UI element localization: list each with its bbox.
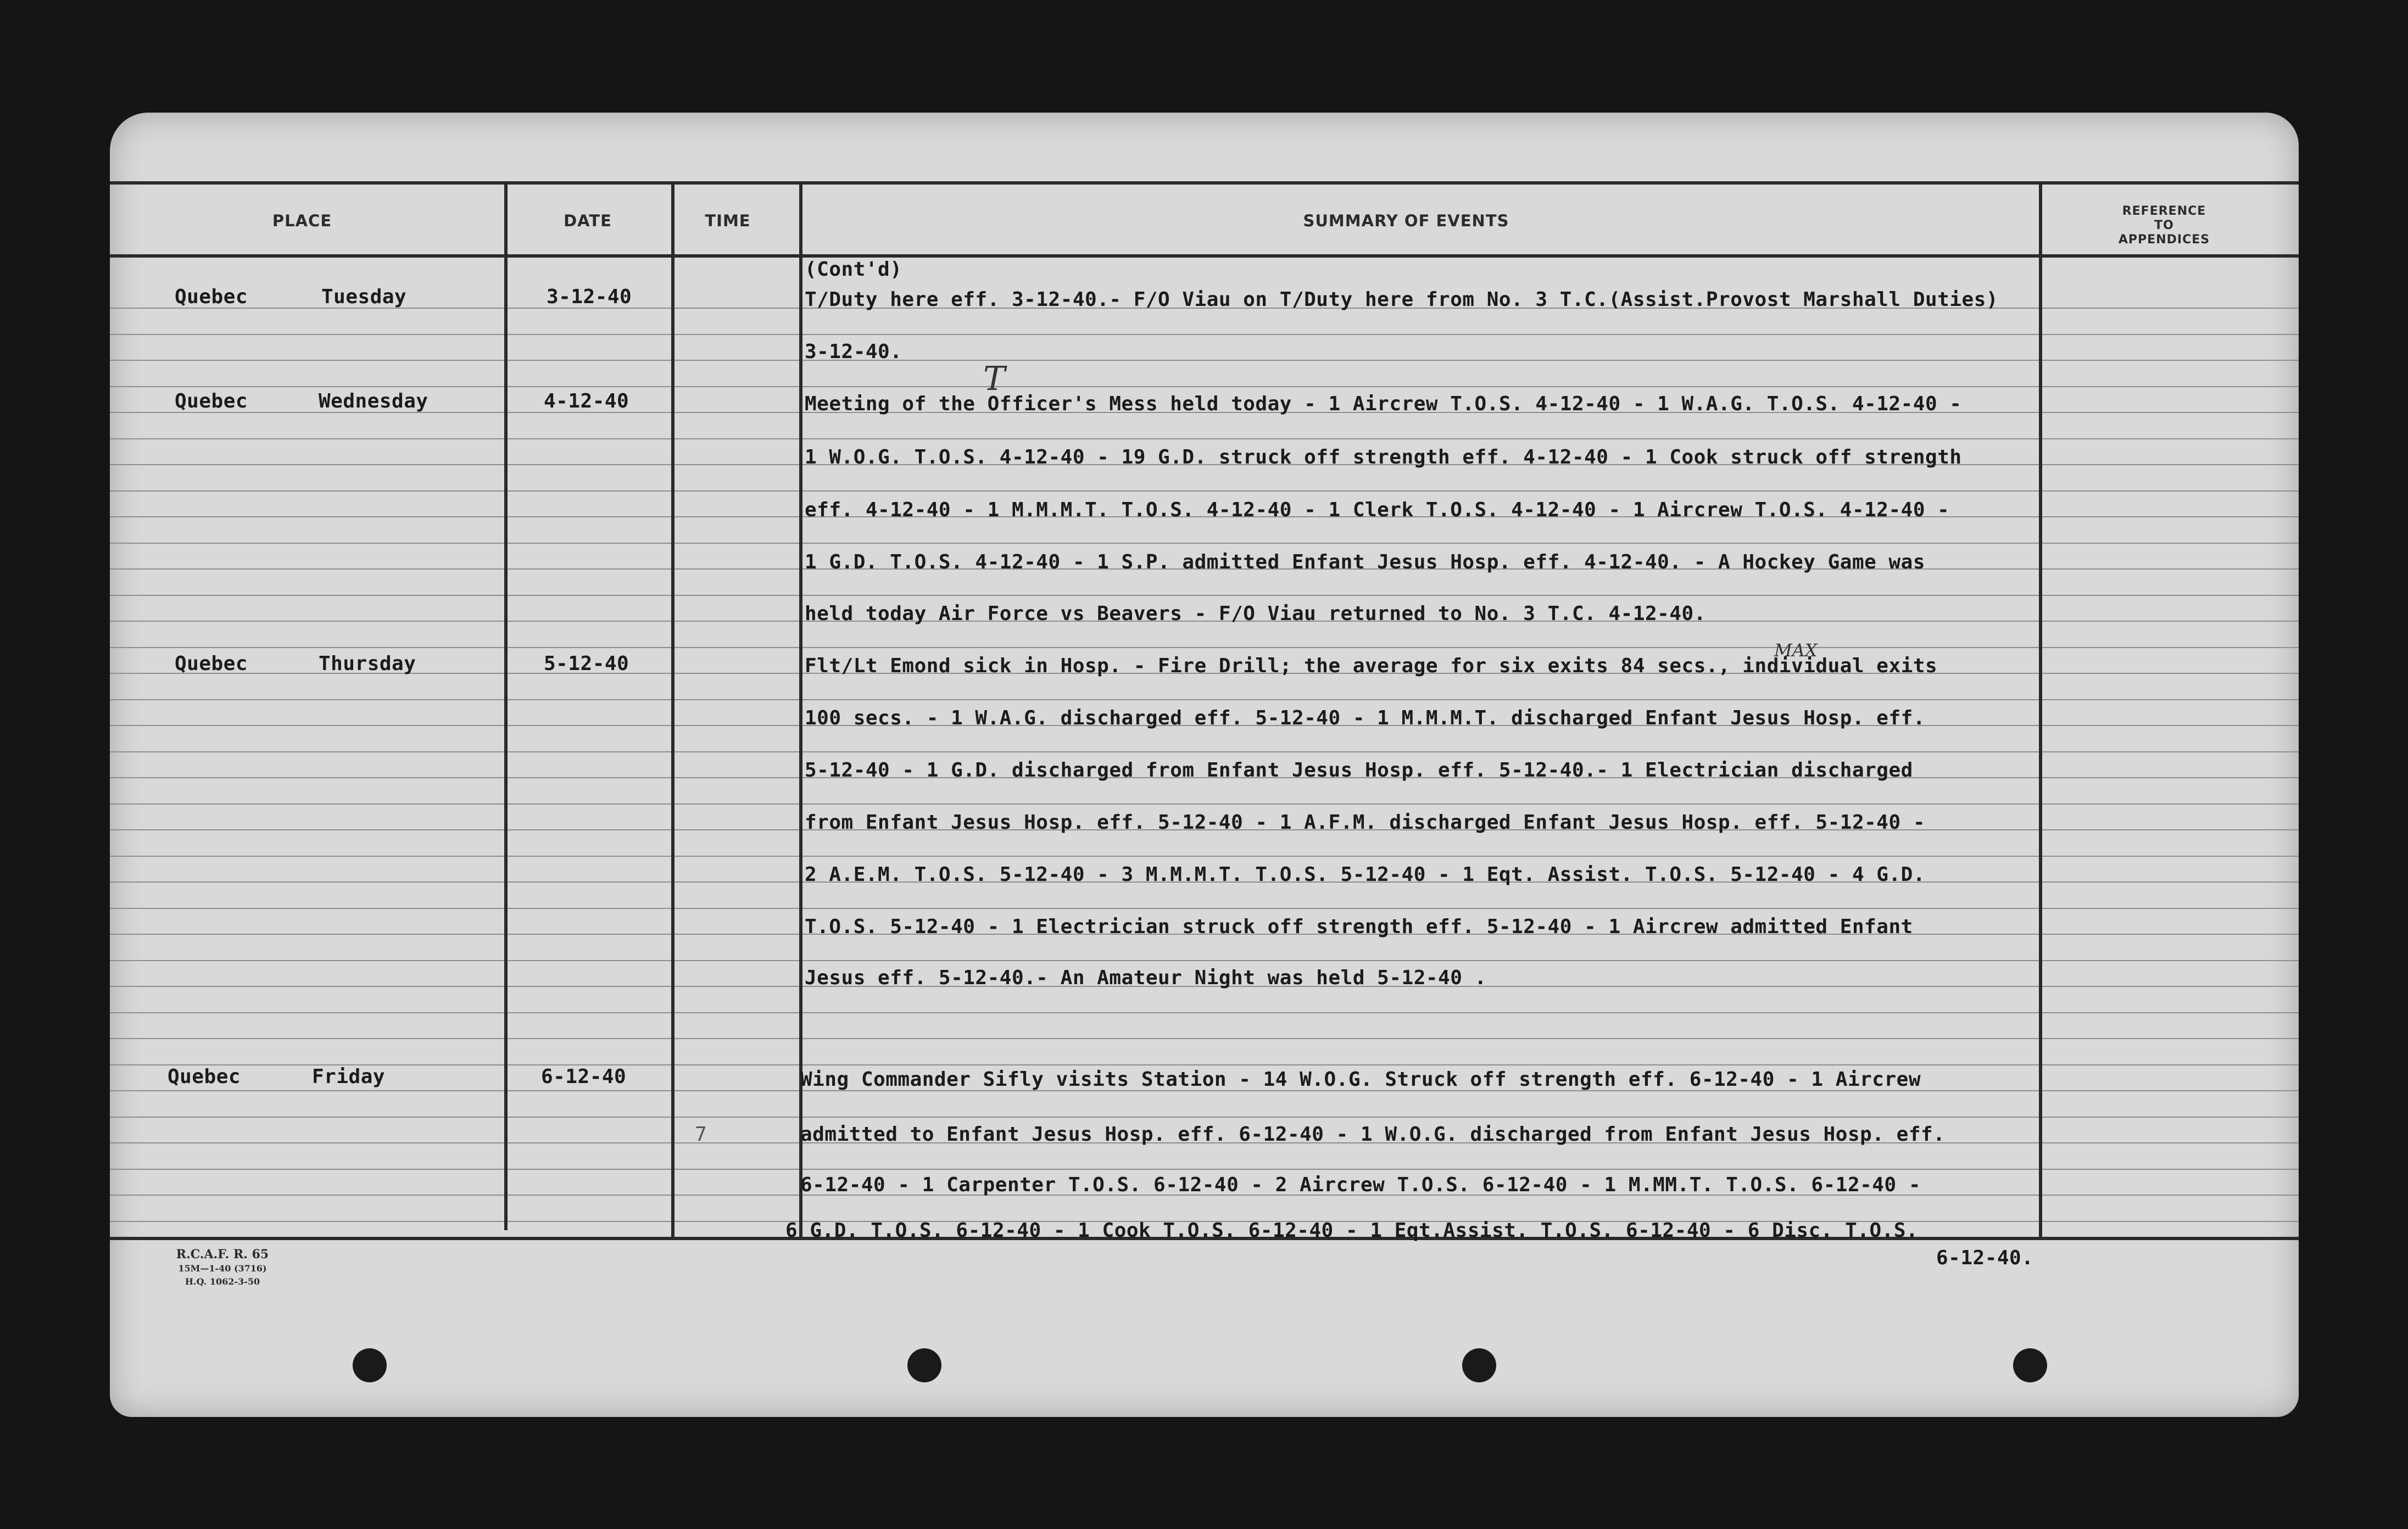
entry-place: Quebec xyxy=(175,652,248,675)
summary-line: from Enfant Jesus Hosp. eff. 5-12-40 - 1 A.F.M. discharged Enfant Jesus Hosp. eff. 5-12-40 - xyxy=(805,811,1925,834)
header-bottom-border xyxy=(110,254,2299,258)
ruled-line xyxy=(110,1117,2299,1118)
binder-hole xyxy=(1462,1348,1496,1382)
summary-line: 6 G.D. T.O.S. 6-12-40 - 1 Cook T.O.S. 6-12-40 - 1 Eqt.Assist. T.O.S. 6-12-40 - 6 Disc. T.O.S. xyxy=(785,1219,1919,1242)
ruled-line xyxy=(110,438,2299,439)
header-reference-line: REFERENCE xyxy=(2122,204,2206,218)
entry-date: 4-12-40 xyxy=(544,390,629,412)
form-identifier xyxy=(146,1247,299,1288)
entry-place: Quebec xyxy=(168,1065,241,1088)
summary-line: 2 A.E.M. T.O.S. 5-12-40 - 3 M.M.M.T. T.O.S. 5-12-40 - 1 Eqt. Assist. T.O.S. 5-12-40 - 4 G.D. xyxy=(805,863,1925,886)
entry-place: Quebec xyxy=(175,390,248,412)
entry-date: 5-12-40 xyxy=(544,652,629,675)
entry-day: Wednesday xyxy=(319,390,428,412)
summary-line: T.O.S. 5-12-40 - 1 Electrician struck off strength eff. 5-12-40 - 1 Aircrew admitted Enfant xyxy=(805,916,1913,938)
summary-line: 5-12-40 - 1 G.D. discharged from Enfant Jesus Hosp. eff. 5-12-40.- 1 Electrician discharged xyxy=(805,759,1913,782)
entry-place: Quebec xyxy=(175,286,248,308)
ruled-line xyxy=(110,1064,2299,1065)
binder-hole xyxy=(907,1348,941,1382)
ruled-line xyxy=(110,1012,2299,1013)
handwritten-mark: MAX xyxy=(1774,640,1818,661)
date-time-divider xyxy=(671,181,675,1237)
ruled-line xyxy=(110,490,2299,492)
header-place: PLACE xyxy=(272,211,332,230)
entry-day: Thursday xyxy=(319,652,416,675)
ruled-line xyxy=(110,647,2299,648)
ruled-line xyxy=(110,751,2299,752)
summary-line: Meeting of the Officer's Mess held today - 1 Aircrew T.O.S. 4-12-40 - 1 W.A.G. T.O.S. 4-12-40 - xyxy=(805,393,1962,415)
summary-line: held today Air Force vs Beavers - F/O Viau returned to No. 3 T.C. 4-12-40. xyxy=(805,602,1706,625)
ruled-line xyxy=(110,908,2299,909)
ruled-line xyxy=(110,856,2299,857)
summary-reference-divider xyxy=(2039,181,2042,1237)
entry-date: 6-12-40 xyxy=(541,1065,627,1088)
summary-line: Flt/Lt Emond sick in Hosp. - Fire Drill; the average for six exits 84 secs., individual exits xyxy=(805,655,1938,677)
ruled-line xyxy=(110,334,2299,335)
ruled-line xyxy=(110,1038,2299,1039)
header-time: TIME xyxy=(705,211,751,230)
summary-line: Jesus eff. 5-12-40.- An Amateur Night was held 5-12-40 . xyxy=(805,967,1487,989)
entry-day: Tuesday xyxy=(321,286,407,308)
summary-line: 1 W.O.G. T.O.S. 4-12-40 - 19 G.D. struck off strength eff. 4-12-40 - 1 Cook struck off strength xyxy=(805,446,1962,468)
form-id-line: H.Q. 1062-3-50 xyxy=(185,1276,260,1287)
header-date: DATE xyxy=(564,211,612,230)
entry-day: Friday xyxy=(312,1065,386,1088)
summary-line: 1 G.D. T.O.S. 4-12-40 - 1 S.P. admitted Enfant Jesus Hosp. eff. 4-12-40. - A Hockey Game was xyxy=(805,551,1925,573)
header-reference xyxy=(2065,204,2263,247)
ruled-line xyxy=(110,595,2299,596)
summary-line: 3-12-40. xyxy=(805,341,902,363)
summary-line: Wing Commander Sifly visits Station - 14 W.O.G. Struck off strength eff. 6-12-40 - 1 Aircrew xyxy=(800,1068,1921,1091)
header-reference-line: APPENDICES xyxy=(2118,233,2210,247)
summary-line: admitted to Enfant Jesus Hosp. eff. 6-12-40 - 1 W.O.G. discharged from Enfant Jesus Hosp. eff. xyxy=(800,1123,1946,1146)
ruled-line xyxy=(110,360,2299,361)
binder-hole xyxy=(353,1348,387,1382)
time-note: 7 xyxy=(695,1123,707,1146)
binder-hole xyxy=(2013,1348,2047,1382)
summary-line: 6-12-40. xyxy=(1936,1247,2034,1269)
summary-line: 6-12-40 - 1 Carpenter T.O.S. 6-12-40 - 2 Aircrew T.O.S. 6-12-40 - 1 M.MM.T. T.O.S. 6-12-40 - xyxy=(800,1174,1921,1196)
header-reference-line: TO xyxy=(2154,219,2174,232)
ruled-line xyxy=(110,699,2299,700)
top-border xyxy=(110,181,2299,185)
place-date-divider xyxy=(504,181,508,1230)
summary-line: T/Duty here eff. 3-12-40.- F/O Viau on T/Duty here from No. 3 T.C.(Assist.Provost Marshall Duties) xyxy=(805,288,1999,311)
ruled-line xyxy=(110,386,2299,387)
form-id-line: 15M—1-40 (3716) xyxy=(178,1263,267,1274)
summary-line: 100 secs. - 1 W.A.G. discharged eff. 5-12-40 - 1 M.M.M.T. discharged Enfant Jesus Hosp. eff. xyxy=(805,707,1925,729)
header-summary: SUMMARY OF EVENTS xyxy=(1303,211,1509,230)
entry-date: 3-12-40 xyxy=(547,286,632,308)
ruled-line xyxy=(110,1169,2299,1170)
summary-line: (Cont'd) xyxy=(805,258,902,281)
summary-line: eff. 4-12-40 - 1 M.M.M.T. T.O.S. 4-12-40 - 1 Clerk T.O.S. 4-12-40 - 1 Aircrew T.O.S. 4-12-40 - xyxy=(805,499,1950,521)
ruled-line xyxy=(110,803,2299,805)
ruled-line xyxy=(110,543,2299,544)
form-id-line: R.C.A.F. R. 65 xyxy=(176,1247,269,1262)
handwritten-mark: T xyxy=(983,360,1006,398)
ruled-line xyxy=(110,960,2299,961)
